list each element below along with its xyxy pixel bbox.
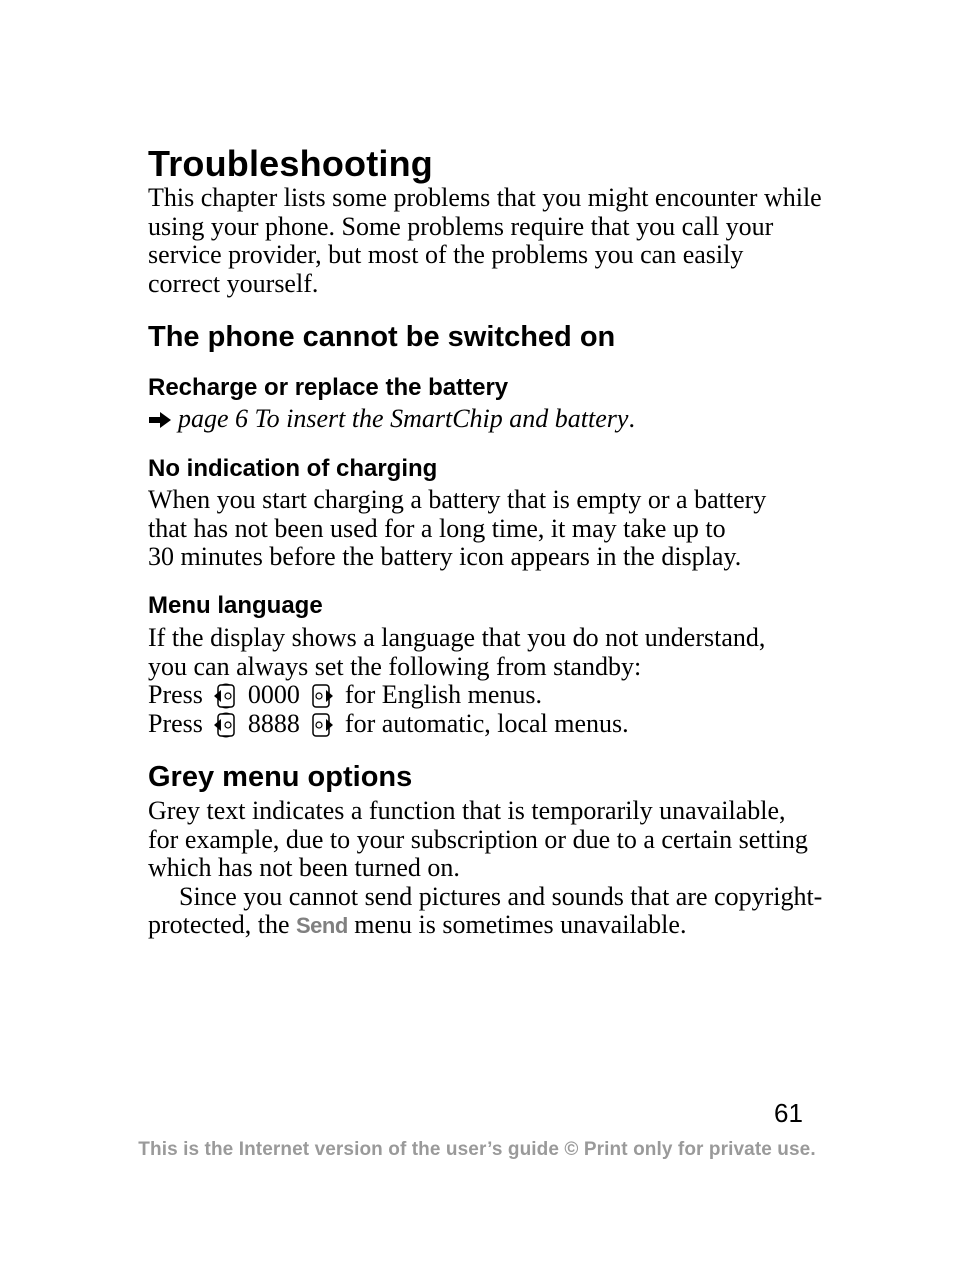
navigation-key-left-icon bbox=[212, 712, 238, 738]
language-paragraph bbox=[148, 624, 828, 738]
grey-line-send: protected, the Send menu is sometimes unavailable. bbox=[148, 910, 687, 940]
press-line-english: Press 0000 for English menus. bbox=[148, 680, 543, 710]
subheading-menu-language: Menu language bbox=[148, 592, 323, 619]
recharge-reference bbox=[148, 405, 828, 434]
language-line: If the display shows a language that you do not understand, bbox=[148, 623, 766, 652]
send-menu-label: Send bbox=[296, 913, 348, 939]
charging-line: When you start charging a battery that is empty or a battery bbox=[148, 485, 767, 514]
page-reference-link[interactable]: page 6 To insert the SmartChip and battery bbox=[178, 404, 629, 433]
grey-line: Grey text indicates a function that is temporarily unavailable, bbox=[148, 796, 786, 825]
navigation-key-right-icon bbox=[309, 712, 335, 738]
subheading-no-charging: No indication of charging bbox=[148, 455, 438, 482]
navigation-key-left-icon bbox=[212, 683, 238, 709]
section-heading-switched-on: The phone cannot be switched on bbox=[148, 321, 616, 353]
intro-line: service provider, but most of the problems you can easily bbox=[148, 240, 744, 270]
grey-line: for example, due to your subscription or due to a certain setting bbox=[148, 824, 808, 854]
language-line: you can always set the following from standby: bbox=[148, 651, 642, 681]
footer-notice: This is the Internet version of the user’s guide © Print only for private use. bbox=[138, 1139, 816, 1160]
charging-line: 30 minutes before the battery icon appears in the display. bbox=[148, 542, 742, 572]
reference-period: . bbox=[628, 404, 635, 433]
charging-line: that has not been used for a long time, it may take up to bbox=[148, 513, 726, 543]
page-title: Troubleshooting bbox=[148, 143, 433, 184]
grey-line: which has not been turned on. bbox=[148, 853, 460, 883]
intro-line: using your phone. Some problems require that you call your bbox=[148, 211, 774, 241]
charging-paragraph bbox=[148, 486, 828, 572]
grey-paragraph bbox=[148, 797, 828, 941]
intro-line: correct yourself. bbox=[148, 268, 319, 298]
navigation-key-right-icon bbox=[309, 683, 335, 709]
section-heading-grey-menu: Grey menu options bbox=[148, 761, 413, 793]
subheading-recharge: Recharge or replace the battery bbox=[148, 374, 509, 401]
page-number: 61 bbox=[774, 1098, 803, 1128]
arrow-right-icon bbox=[148, 411, 172, 429]
intro-line: This chapter lists some problems that you might encounter while bbox=[148, 183, 822, 212]
grey-line: Since you cannot send pictures and sounds that are copyright- bbox=[179, 881, 823, 911]
intro-paragraph bbox=[148, 184, 828, 298]
press-line-automatic: Press 8888 for automatic, local menus. bbox=[148, 708, 629, 738]
